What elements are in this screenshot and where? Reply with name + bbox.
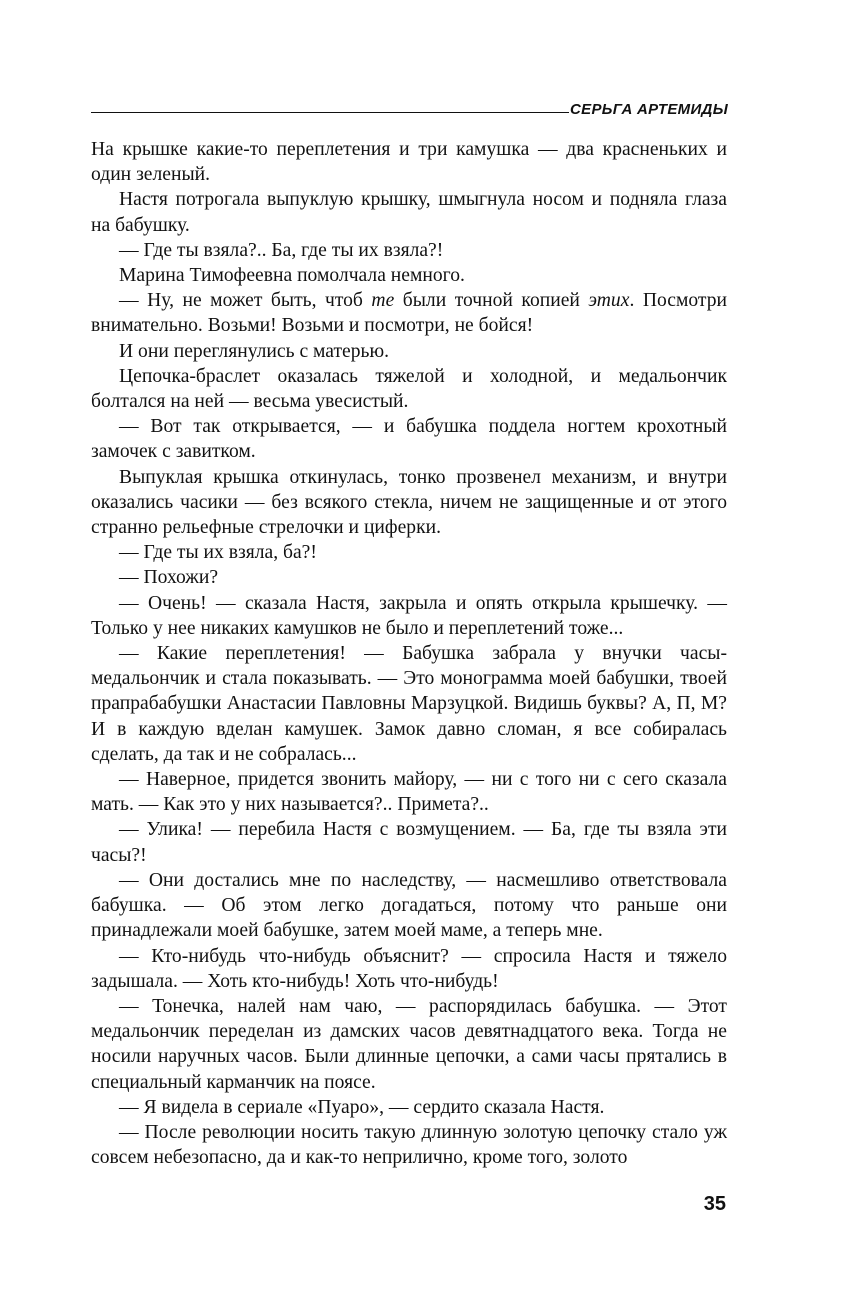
paragraph-text: были точной копией	[394, 290, 589, 312]
paragraph: — Вот так открывается, — и бабушка поддела ногтем крохотный замочек с завитком.	[91, 416, 727, 463]
emphasis-text: этих	[588, 290, 630, 312]
paragraph: На крышке какие-то переплетения и три камушка — два красненьких и один зеленый.	[91, 139, 727, 186]
paragraph: — Они достались мне по наследству, — насмешливо ответствовала бабушка. — Об этом легко догадаться, потому что раньше они принадлежали моей бабушке, затем моей маме, а теперь мне.	[91, 869, 727, 942]
paragraph: — Я видела в сериале «Пуаро», — сердито сказала Настя.	[119, 1096, 605, 1118]
body-text	[91, 137, 727, 1170]
paragraph: Настя потрогала выпуклую крышку, шмыгнула носом и подняла глаза на бабушку.	[91, 189, 727, 236]
page-number: 35	[703, 1193, 726, 1215]
paragraph: — Тонечка, налей нам чаю, — распорядилась бабушка. — Этот медальончик переделан из дамских часов девятнадцатого века. Тогда не носили наручных часов. Были длинные цепочки, а сами часы прятались в специальный карманчик на поясе.	[91, 995, 727, 1093]
paragraph: Цепочка-браслет оказалась тяжелой и холодной, и медальончик болтался на ней — весьма увесистый.	[91, 365, 727, 413]
paragraph-text: . Посмотри внимательно. Возьми! Возьми и посмотри, не бойся!	[91, 290, 727, 337]
paragraph: — Похожи?	[119, 567, 219, 589]
paragraph-text: — Ну, не может быть, чтоб	[119, 290, 372, 312]
paragraph: Марина Тимофеевна помолчала немного.	[119, 265, 465, 287]
paragraph: — Где ты взяла?.. Ба, где ты их взяла?!	[119, 239, 444, 261]
paragraph: Выпуклая крышка откинулась, тонко прозвенел механизм, и внутри оказались часики — без всякого стекла, ничем не защищенные и от этого странно рельефные стрелочки и циферки.	[91, 466, 727, 539]
paragraph: — Где ты их взяла, ба?!	[119, 542, 317, 564]
paragraph	[91, 288, 727, 338]
paragraph: И они переглянулись с матерью.	[119, 340, 390, 362]
running-head: СЕРЬГА АРТЕМИДЫ	[570, 101, 728, 118]
paragraph: — Улика! — перебила Настя с возмущением. — Ба, где ты взяла эти часы?!	[91, 819, 727, 866]
paragraph: — Наверное, придется звонить майору, — ни с того ни с сего сказала мать. — Как это у них называется?.. Примета?..	[91, 769, 727, 816]
paragraph: — Какие переплетения! — Бабушка забрала у внучки часы-медальончик и стала показывать. — Это монограмма моей бабушки, твоей прапрабабушки Анастасии Павловны Марзуцкой. Видишь буквы? А, П, М? И в каждую вделан камушек. Замок давно сломан, я все собиралась сделать, да так и не собралась...	[91, 643, 727, 765]
paragraph: — Очень! — сказала Настя, закрыла и опять открыла крышечку. — Только у нее никаких камушков не было и переплетений тоже...	[91, 592, 727, 639]
paragraph: — После революции носить такую длинную золотую цепочку стало уж совсем небезопасно, да и как-то неприлично, кроме того, золото	[91, 1121, 727, 1169]
emphasis-text: те	[371, 290, 395, 312]
paragraph: — Кто-нибудь что-нибудь объяснит? — спросила Настя и тяжело задышала. — Хоть кто-нибудь! Хоть что-нибудь!	[91, 945, 727, 992]
header-rule	[91, 112, 569, 113]
